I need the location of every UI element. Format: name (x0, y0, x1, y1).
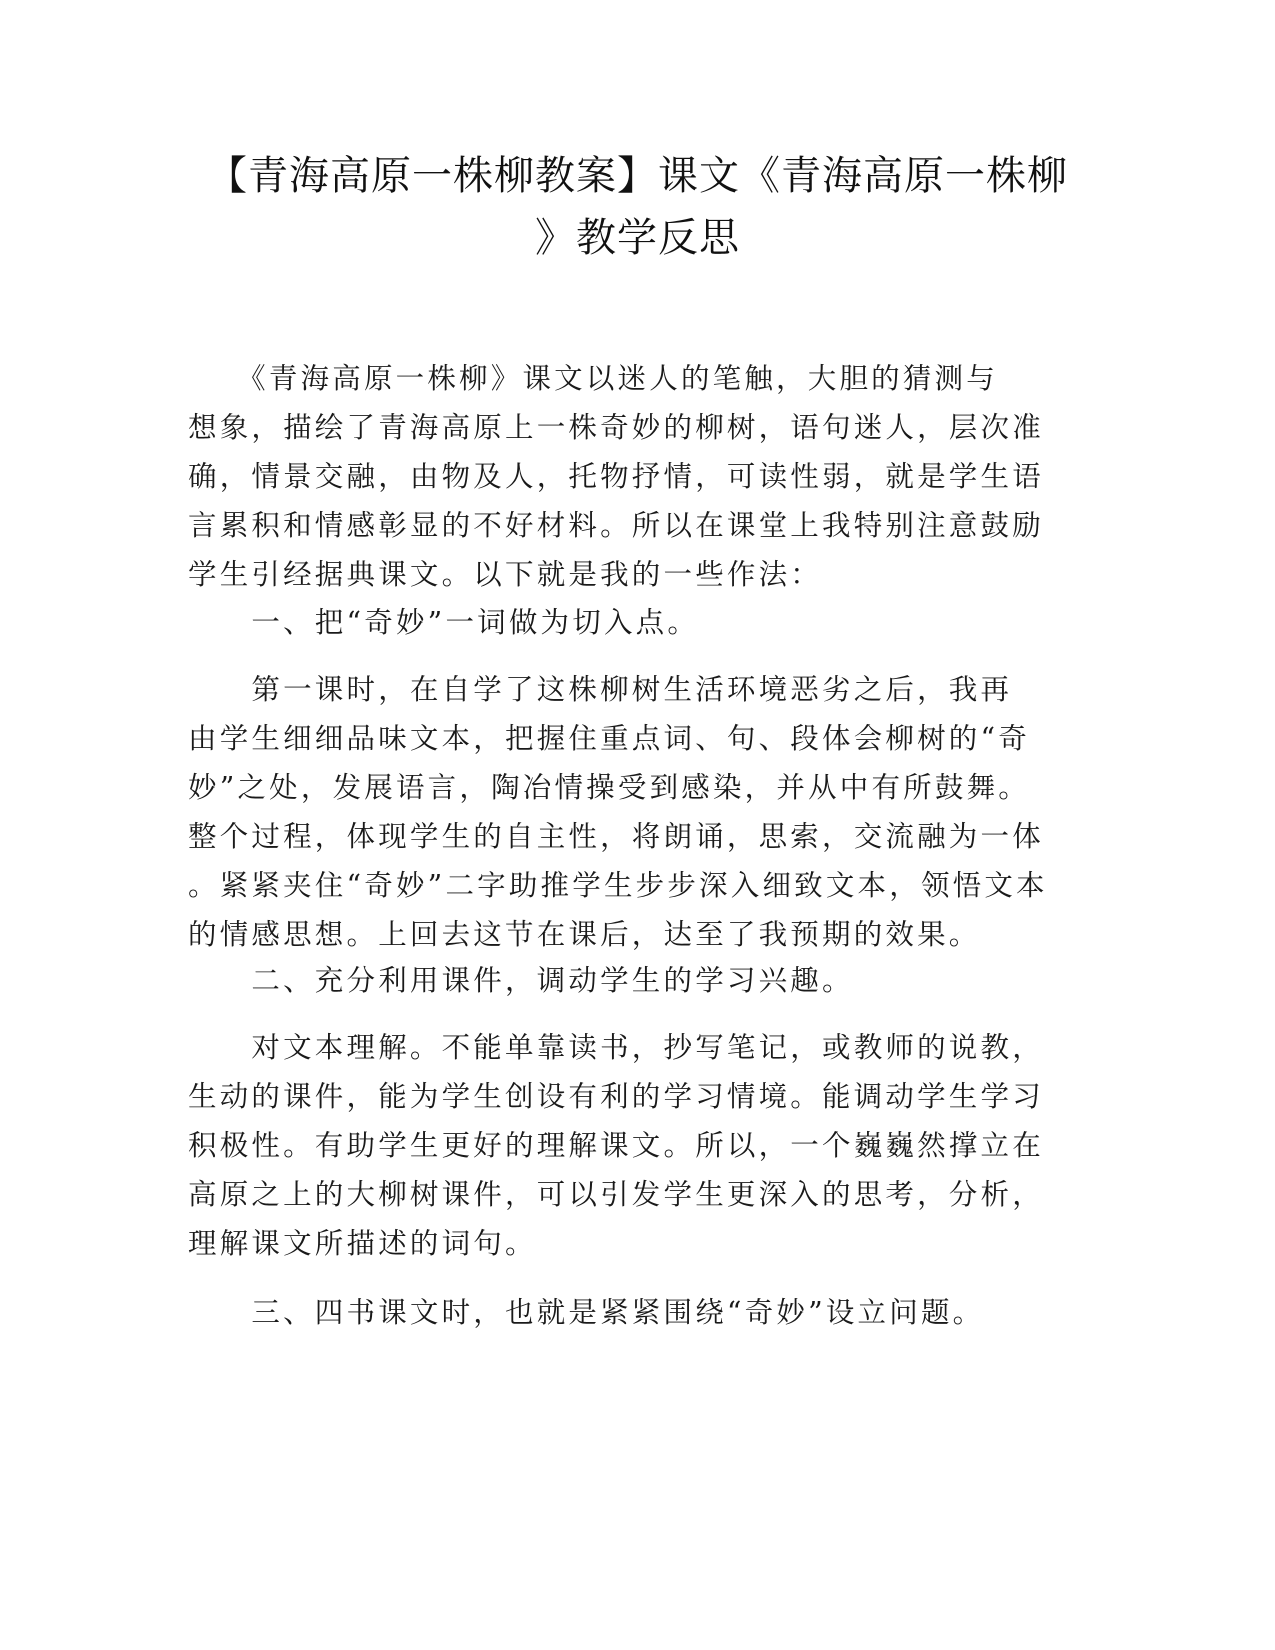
section-1-paragraph (188, 665, 1088, 959)
text-line: 的情感思想。上回去这节在课后，达至了我预期的效果。 (188, 918, 981, 951)
heading-text: 二、充分利用课件，调动学生的学习兴趣。 (188, 964, 854, 997)
text-line: 对文本理解。不能单靠读书，抄写笔记，或教师的说教， (188, 1031, 1044, 1064)
text-line: 积极性。有助学生更好的理解课文。所以，一个巍巍然撑立在 (188, 1129, 1044, 1162)
section-heading-1 (188, 598, 1088, 647)
heading-text: 一、把“奇妙”一词做为切入点。 (188, 606, 700, 639)
intro-paragraph (188, 354, 1088, 599)
text-line: 整个过程，体现学生的自主性，将朗诵，思索，交流融为一体 (188, 820, 1044, 853)
document-title (185, 145, 1090, 269)
text-line: 想象，描绘了青海高原上一株奇妙的柳树，语句迷人，层次准 (188, 411, 1044, 444)
section-heading-2 (188, 956, 1088, 1005)
text-line: 确，情景交融，由物及人，托物抒情，可读性弱，就是学生语 (188, 460, 1044, 493)
text-line: 高原之上的大柳树课件，可以引发学生更深入的思考，分析， (188, 1178, 1044, 1211)
text-line: 。紧紧夹住“奇妙”二字助推学生步步深入细致文本，领悟文本 (188, 869, 1048, 902)
section-heading-3 (188, 1288, 1088, 1337)
text-line: 《青海高原一株柳》课文以迷人的笔触，大胆的猜测与 (188, 362, 998, 395)
title-line-2: 》教学反思 (535, 215, 740, 261)
text-line: 由学生细细品味文本，把握住重点词、句、段体会柳树的“奇 (188, 722, 1030, 755)
section-2-paragraph (188, 1023, 1088, 1268)
text-line: 妙”之处，发展语言，陶冶情操受到感染，并从中有所鼓舞。 (188, 771, 1030, 804)
text-line: 言累积和情感彰显的不好材料。所以在课堂上我特别注意鼓励 (188, 509, 1044, 542)
heading-text: 三、四书课文时，也就是紧紧围绕“奇妙”设立问题。 (188, 1296, 985, 1329)
text-line: 理解课文所描述的词句。 (188, 1227, 537, 1260)
text-line: 第一课时，在自学了这株柳树生活环境恶劣之后，我再 (188, 673, 1013, 706)
text-line: 学生引经据典课文。以下就是我的一些作法： (188, 558, 823, 591)
text-line: 生动的课件，能为学生创设有利的学习情境。能调动学生学习 (188, 1080, 1044, 1113)
title-line-1: 【青海高原一株柳教案】课文《青海高原一株柳 (207, 153, 1068, 199)
